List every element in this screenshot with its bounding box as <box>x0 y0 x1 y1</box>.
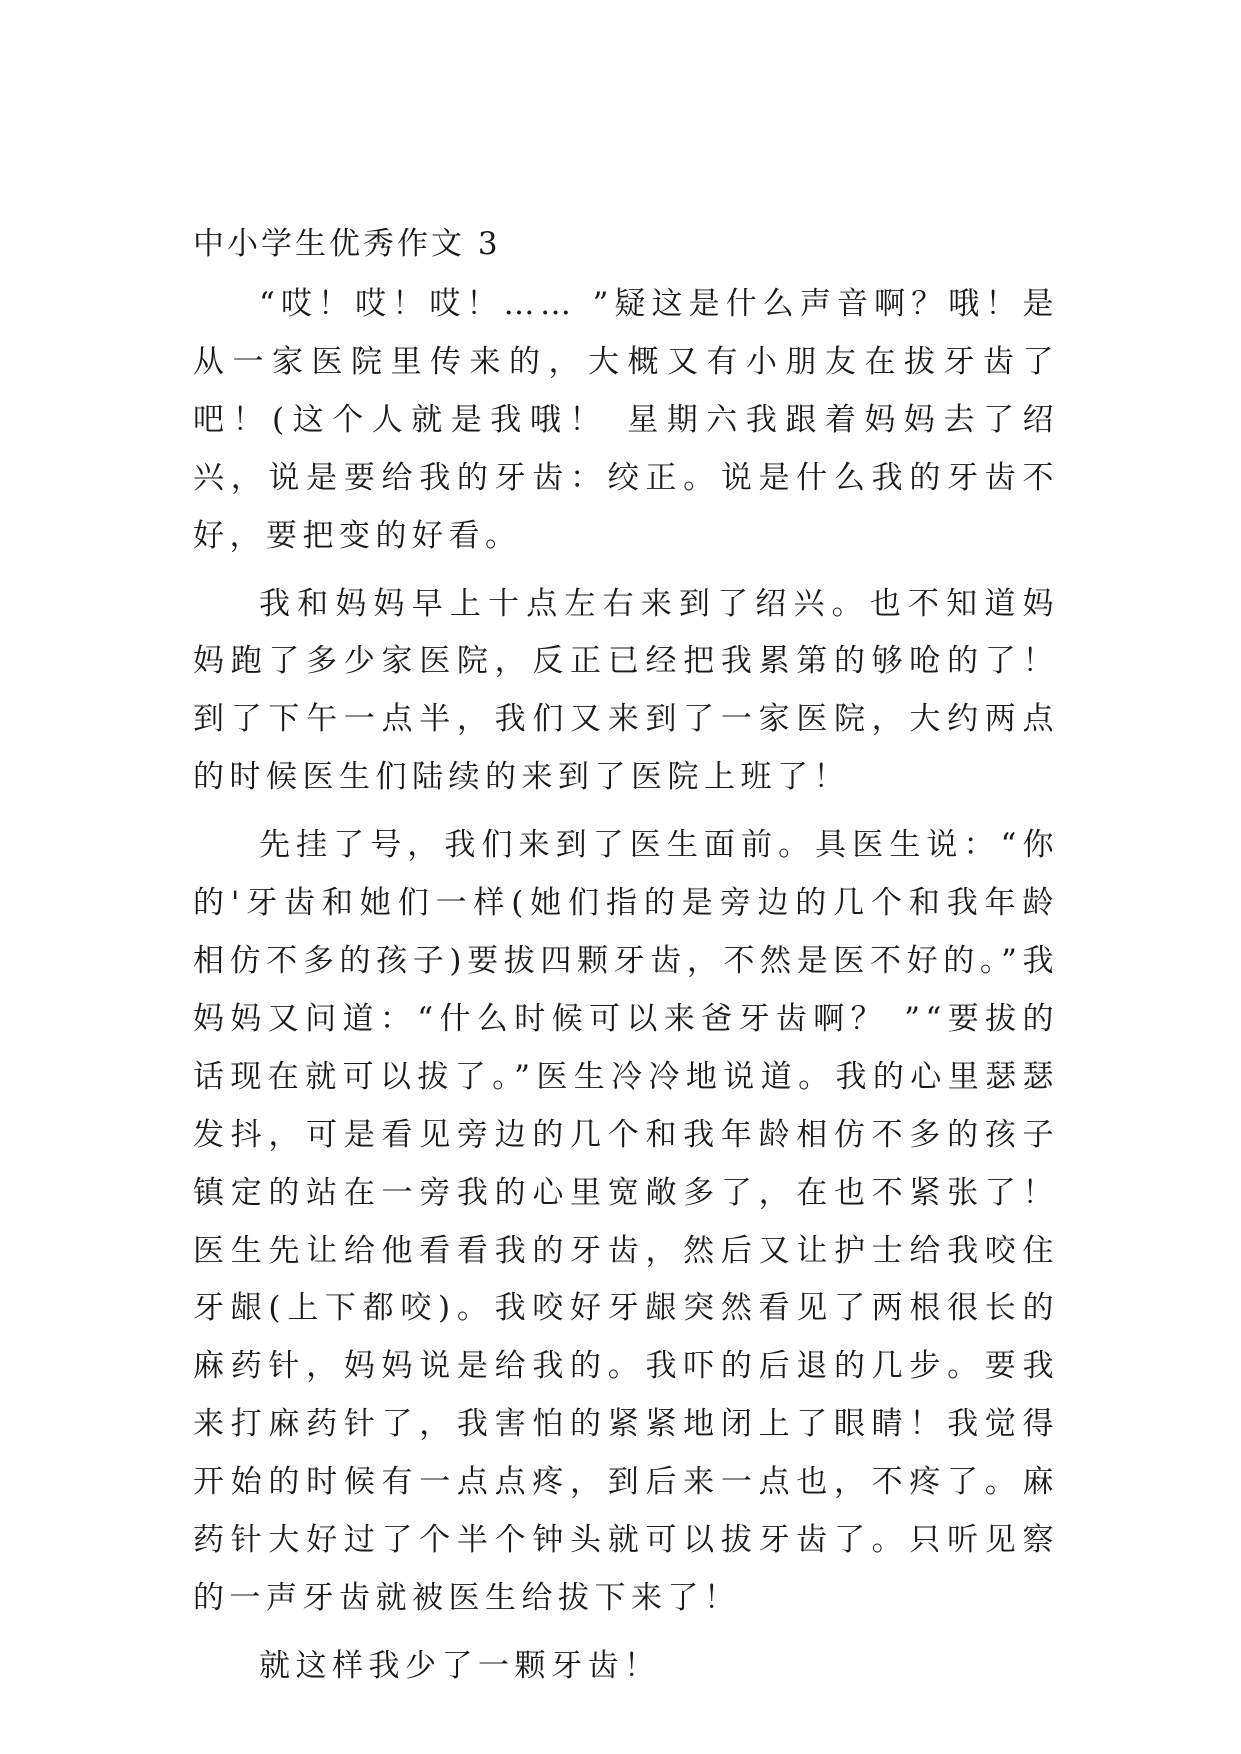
paragraph-1: “哎！哎！哎！…… ”疑这是什么声音啊？哦！是从一家医院里传来的，大概又有小朋友在拔牙齿了吧！(这个人就是我哦！ 星期六我跟着妈妈去了绍兴，说是要给我的牙齿：绞正。说是什么我的牙齿不好，要把变的好看。 <box>193 286 1059 554</box>
document-page <box>193 224 1059 1706</box>
essay-title: 中小学生优秀作文 3 <box>193 226 501 262</box>
paragraph-4: 就这样我少了一颗牙齿！ <box>259 1647 661 1684</box>
paragraph-3: 先挂了号，我们来到了医生面前。具医生说：“你的'牙齿和她们一样(她们指的是旁边的几个和我年龄相仿不多的孩子)要拔四颗牙齿，不然是医不好的。”我妈妈又问道：“什么时候可以来爸牙齿啊？ ”“要拔的话现在就可以拔了。”医生冷冷地说道。我的心里瑟瑟发抖，可是看见旁边的几个和我年龄相仿不多的孩子镇定的站在一旁我的心里宽敞多了，在也不紧张了！医生先让给他看看我的牙齿，然后又让护士给我咬住牙龈(上下都咬)。我咬好牙龈突然看见了两根很长的麻药针，妈妈说是给我的。我吓的后退的几步。要我来打麻药针了，我害怕的紧紧地闭上了眼睛！我觉得开始的时候有一点点疼，到后来一点也，不疼了。麻药针大好过了个半个钟头就可以拔牙齿了。只听见察的一声牙齿就被医生给拔下来了！ <box>193 827 1059 1616</box>
paragraph-2: 我和妈妈早上十点左右来到了绍兴。也不知道妈妈跑了多少家医院，反正已经把我累第的够呛的了！到了下午一点半，我们又来到了一家医院，大约两点的时候医生们陆续的来到了医院上班了！ <box>193 585 1059 796</box>
